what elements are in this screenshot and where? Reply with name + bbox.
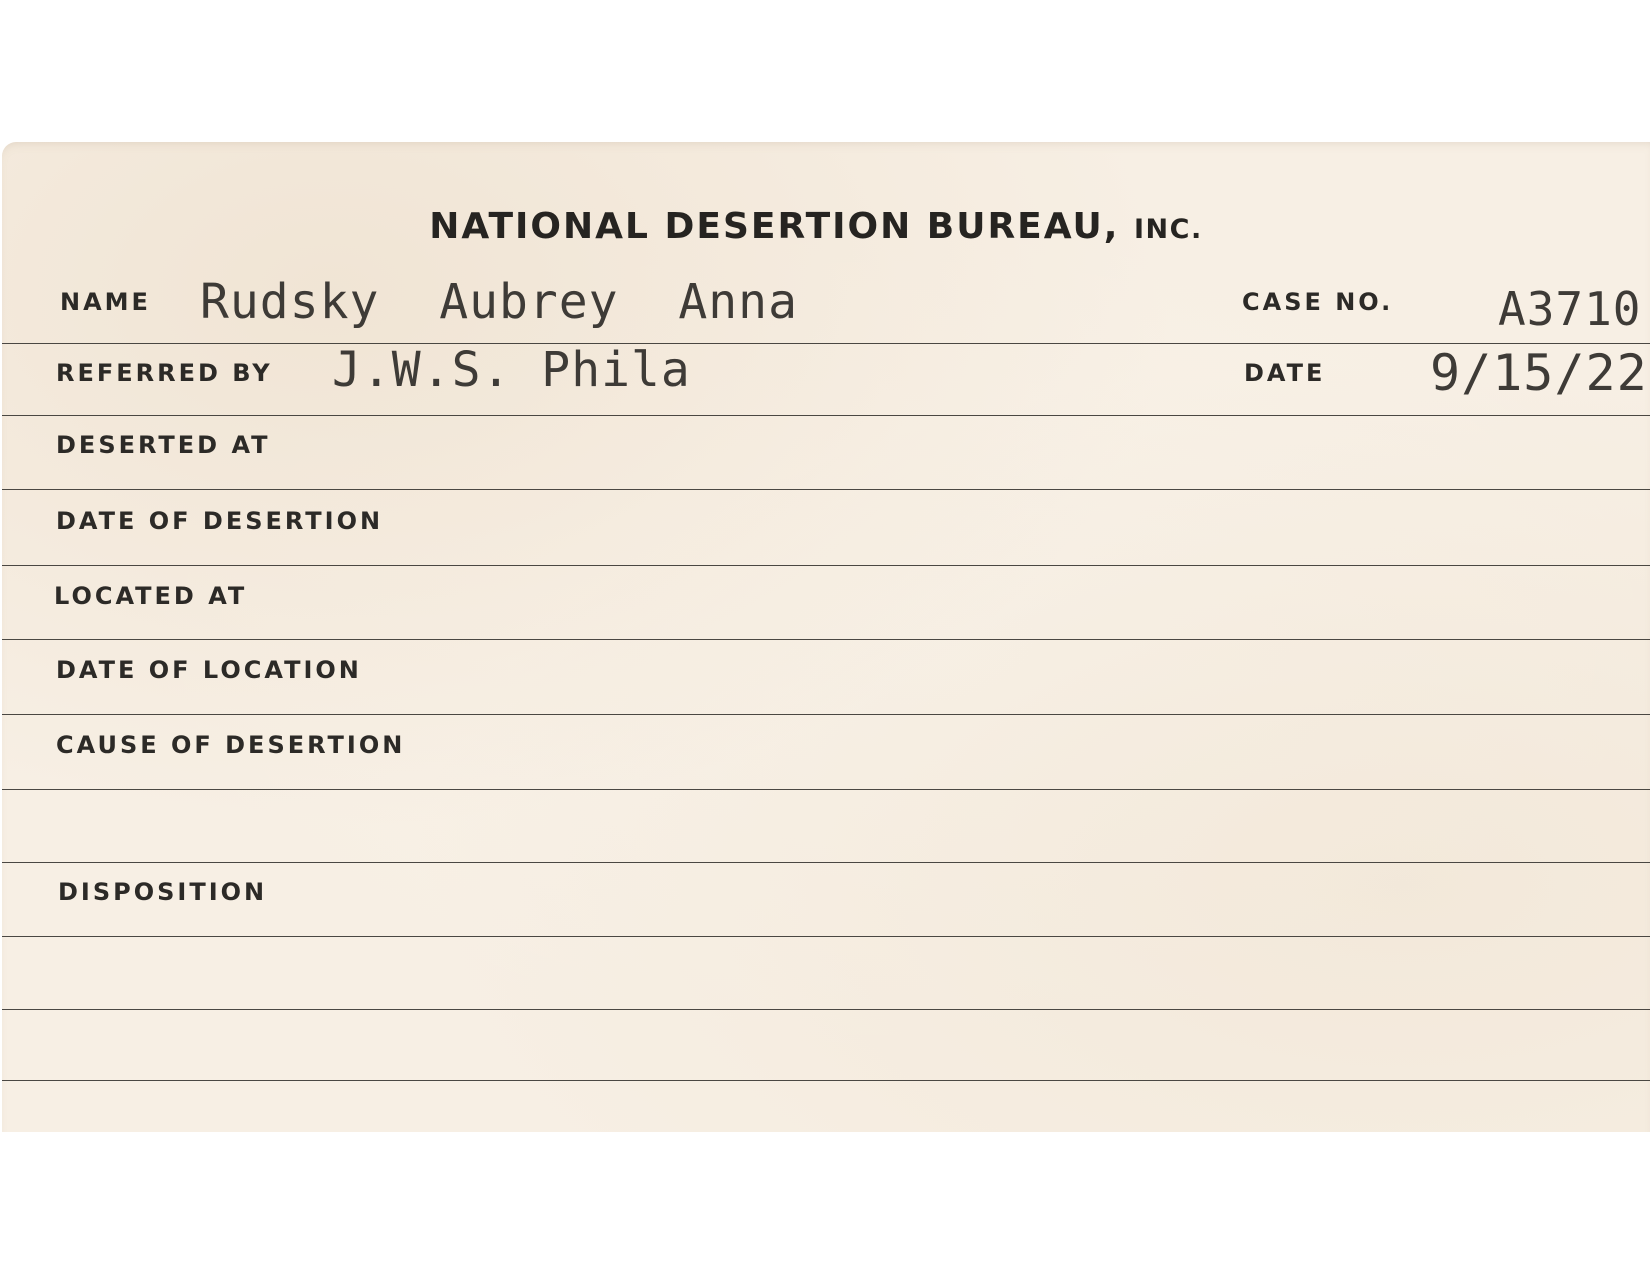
card-title: [0, 206, 1640, 247]
rule-located-at: [2, 639, 1650, 640]
rule-blank-3: [2, 1080, 1650, 1081]
rule-disposition: [2, 936, 1650, 937]
name-label: NAME: [60, 288, 151, 316]
referred-by-value: J.W.S. Phila: [332, 342, 691, 398]
card-title-main: NATIONAL DESERTION BUREAU,: [429, 206, 1120, 247]
rule-blank-2: [2, 1009, 1650, 1010]
case-no-label: CASE NO.: [1242, 288, 1394, 316]
deserted-at-label: DESERTED AT: [56, 431, 271, 459]
date-label: DATE: [1244, 359, 1326, 387]
rule-date-of-desertion: [2, 565, 1650, 566]
rule-cause-of-desertion: [2, 789, 1650, 790]
rule-blank-1: [2, 862, 1650, 863]
rule-date-of-location: [2, 714, 1650, 715]
referred-by-label: REFERRED BY: [56, 359, 273, 387]
rule-referred-by: [2, 415, 1650, 416]
cause-of-desertion-label: CAUSE OF DESERTION: [56, 731, 406, 759]
date-value: 9/15/22: [1430, 344, 1648, 402]
card-title-suffix: INC.: [1134, 214, 1203, 245]
rule-deserted-at: [2, 489, 1650, 490]
index-card: [2, 142, 1650, 1132]
located-at-label: LOCATED AT: [54, 582, 248, 610]
disposition-label: DISPOSITION: [58, 878, 268, 906]
date-of-location-label: DATE OF LOCATION: [56, 656, 362, 684]
date-of-desertion-label: DATE OF DESERTION: [56, 507, 384, 535]
case-no-value: A3710: [1498, 282, 1642, 336]
rule-name: [2, 343, 1650, 344]
name-value: Rudsky Aubrey Anna: [200, 274, 798, 330]
